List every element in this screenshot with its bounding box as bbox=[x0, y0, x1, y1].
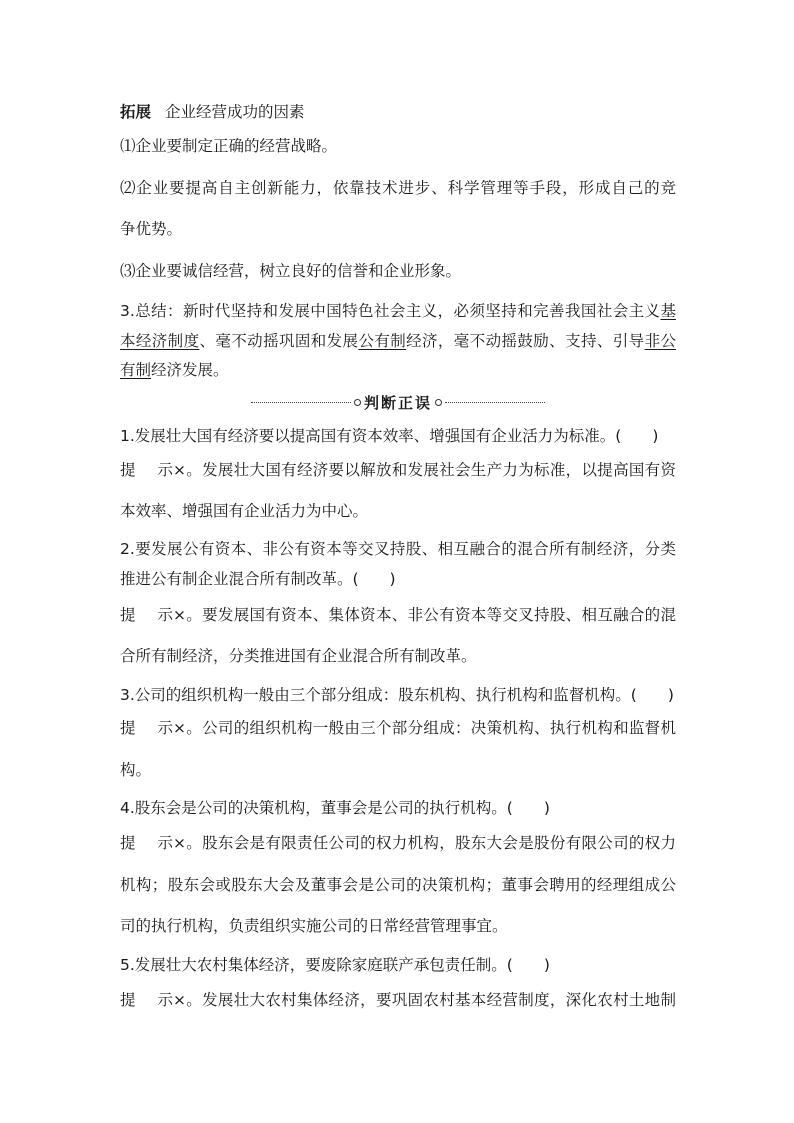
tip-3-text-1: ×。公司的组织机构一般由三个部分组成：决策机构、执行机构和监督机 bbox=[173, 719, 676, 737]
summary-line-3 bbox=[120, 359, 676, 381]
tip-label: 提示 bbox=[120, 719, 173, 737]
divider-ring-icon bbox=[435, 399, 442, 406]
tip-3-line-1 bbox=[120, 717, 676, 739]
question-2-line-1: 2.要发展公有资本、非公有资本等交叉持股、相互融合的混合所有制经济，分类 bbox=[120, 540, 676, 558]
question-5: 5.发展壮大农村集体经济，要废除家庭联产承包责任制。( ) bbox=[120, 956, 550, 974]
summary-underline-non-public-b: 有制 bbox=[120, 361, 152, 379]
summary-underline-basic-system-b: 本经济制度 bbox=[120, 332, 200, 350]
tip-label: 提示 bbox=[120, 991, 173, 1009]
expand-item-2-line-1: ⑵企业要提高自主创新能力，依靠技术进步、科学管理等手段，形成自己的竞 bbox=[120, 179, 676, 197]
section-title: 判断正误 bbox=[363, 393, 432, 412]
tip-2-text-1: ×。要发展国有资本、集体资本、非公有资本等交叉持股、相互融合的混 bbox=[173, 606, 676, 624]
summary-mid-1: 、毫不动摇巩固和发展 bbox=[199, 332, 359, 350]
summary-underline-public-ownership: 公有制 bbox=[358, 332, 407, 350]
question-3: 3.公司的组织机构一般由三个部分组成：股东机构、执行机构和监督机构。( ) bbox=[120, 686, 674, 704]
question-2-line-2: 推进公有制企业混合所有制改革。( ) bbox=[120, 570, 396, 588]
summary-end: 经济发展。 bbox=[151, 361, 229, 379]
tip-label: 提示 bbox=[120, 606, 173, 624]
divider-dots-right bbox=[445, 402, 545, 403]
summary-prefix: 3.总结：新时代坚持和发展中国特色社会主义，必须坚持和完善我国社会主义 bbox=[120, 302, 661, 320]
tip-1-text-1: ×。发展壮大国有经济要以解放和发展社会生产力为标准，以提高国有资 bbox=[173, 461, 676, 479]
tip-2-line-1 bbox=[120, 604, 676, 626]
expand-label: 拓展 bbox=[120, 103, 152, 121]
tip-1-line-1 bbox=[120, 459, 676, 481]
question-4: 4.股东会是公司的决策机构，董事会是公司的执行机构。( ) bbox=[120, 799, 550, 817]
expand-item-1: ⑴企业要制定正确的经营战略。 bbox=[120, 137, 338, 155]
summary-line-2 bbox=[120, 330, 676, 352]
expand-item-2-line-2: 争优势。 bbox=[120, 220, 183, 238]
summary-mid-2: 经济，毫不动摇鼓励、支持、引导 bbox=[406, 332, 645, 350]
tip-1-line-2: 本效率、增强国有企业活力为中心。 bbox=[120, 502, 369, 520]
summary-underline-basic-system-a: 基 bbox=[660, 302, 676, 320]
divider-ring-icon bbox=[354, 399, 361, 406]
question-1: 1.发展壮大国有经济要以提高国有资本效率、增强国有企业活力为标准。( ) bbox=[120, 427, 659, 445]
tip-4-line-3: 司的执行机构，负责组织实施公司的日常经营管理事宜。 bbox=[120, 917, 508, 935]
summary-line-1 bbox=[120, 300, 676, 322]
tip-2-line-2: 合所有制经济，分类推进国有企业混合所有制改革。 bbox=[120, 647, 477, 665]
summary-underline-non-public-a: 非公 bbox=[644, 332, 676, 350]
expand-heading bbox=[120, 101, 676, 123]
divider-dots-left bbox=[251, 402, 351, 403]
tip-4-text-1: ×。股东会是有限责任公司的权力机构，股东大会是股份有限公司的权力 bbox=[173, 834, 676, 852]
tip-5-line-1 bbox=[120, 989, 676, 1011]
tip-4-line-1 bbox=[120, 832, 676, 854]
tip-4-line-2: 机构；股东会或股东大会及董事会是公司的决策机构；董事会聘用的经理组成公 bbox=[120, 876, 676, 894]
tip-label: 提示 bbox=[120, 834, 173, 852]
expand-title: 企业经营成功的因素 bbox=[165, 103, 305, 121]
expand-item-3: ⑶企业要诚信经营，树立良好的信誉和企业形象。 bbox=[120, 262, 462, 280]
tip-5-text-1: ×。发展壮大农村集体经济，要巩固农村基本经营制度，深化农村土地制 bbox=[173, 991, 676, 1009]
tip-3-line-2: 构。 bbox=[120, 761, 152, 779]
tip-label: 提示 bbox=[120, 461, 173, 479]
section-divider bbox=[120, 391, 676, 413]
